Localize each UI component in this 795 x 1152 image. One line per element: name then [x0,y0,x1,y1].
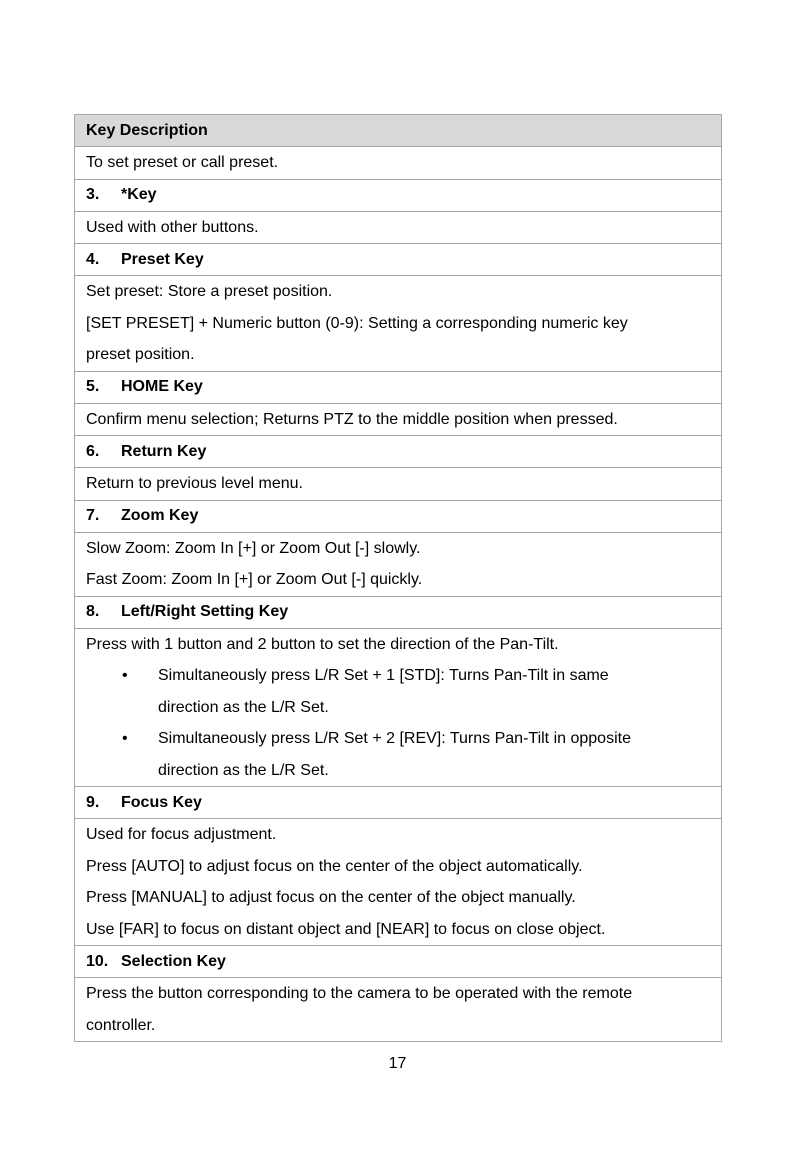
bullet-line: direction as the L/R Set. [158,698,329,716]
section-title-row [75,787,722,819]
bullet-line: • Simultaneously press L/R Set + 1 [STD]: Turns Pan-Tilt in same [158,667,609,684]
section-description [75,403,722,436]
section-description [75,628,722,787]
table-body [75,115,722,1042]
section-description-row [75,532,722,596]
section-title-row [75,596,722,628]
bullet-line: • Simultaneously press L/R Set + 2 [REV]: Turns Pan-Tilt in opposite [158,730,631,747]
description-line: Press with 1 button and 2 button to set the direction of the Pan-Tilt. [86,635,559,653]
bullet-line: direction as the L/R Set. [158,761,329,779]
intro-row [75,147,722,180]
description-line: Press [MANUAL] to adjust focus on the center of the object manually. [86,889,576,906]
section-title-text: Preset Key [121,250,204,268]
description-line: Press [AUTO] to adjust focus on the center of the object automatically. [86,857,583,875]
section-title [75,500,722,532]
section-description [75,532,722,596]
description-line: Confirm menu selection; Returns PTZ to the middle position when pressed. [86,410,618,428]
intro-text: To set preset or call preset. [86,154,279,171]
section-title [75,596,722,628]
section-title [75,787,722,819]
description-line: Press the button corresponding to the camera to be operated with the remote [86,985,633,1002]
section-title-text: Left/Right Setting Key [121,603,289,620]
section-description-row [75,628,722,787]
section-number: 5. [86,378,100,395]
description-line: Use [FAR] to focus on distant object and [NEAR] to focus on close object. [86,920,606,938]
description-line: controller. [86,1016,156,1034]
description-line: Used for focus adjustment. [86,826,277,843]
section-description [75,276,722,372]
section-description-row [75,468,722,501]
section-number: 9. [86,793,100,811]
section-title [75,371,722,403]
description-line: Set preset: Store a preset position. [86,283,333,300]
description-line: [SET PRESET] + Numeric button (0-9): Setting a corresponding numeric key [86,314,628,332]
section-title-text: Zoom Key [121,507,199,524]
section-description [75,468,722,501]
section-title-row [75,500,722,532]
section-title-text: Focus Key [121,793,202,811]
description-line: Slow Zoom: Zoom In [+] or Zoom Out [-] slowly. [86,539,421,557]
section-title-text: Selection Key [121,952,226,970]
section-description-row [75,978,722,1042]
section-title-text: HOME Key [121,378,203,395]
section-title-row [75,244,722,276]
section-number: 10. [86,952,109,970]
intro-cell [75,147,722,180]
section-description-row [75,211,722,244]
table-header: Key Description [75,115,722,147]
section-title-text: Return Key [121,442,207,460]
description-line: Return to previous level menu. [86,475,303,492]
section-number: 7. [86,507,100,524]
section-description-row [75,276,722,372]
section-description [75,978,722,1042]
section-title [75,244,722,276]
section-title [75,436,722,468]
section-title-text: *Key [121,186,157,203]
section-description [75,211,722,244]
section-title [75,946,722,978]
section-number: 8. [86,603,100,620]
section-title-row [75,371,722,403]
description-line: Used with other buttons. [86,218,259,236]
section-title-row [75,436,722,468]
section-title [75,179,722,211]
description-line: preset position. [86,346,195,363]
section-number: 4. [86,250,100,268]
bullet-list [86,660,710,786]
section-description [75,819,722,946]
section-title-row [75,179,722,211]
bullet-item [86,660,710,723]
bullet-item [86,723,710,786]
description-line: Fast Zoom: Zoom In [+] or Zoom Out [-] quickly. [86,571,423,588]
page-number: 17 [388,1055,407,1072]
section-number: 3. [86,186,100,203]
section-title-row [75,946,722,978]
key-description-table [74,114,722,1042]
table-header-row [75,115,722,147]
section-description-row [75,403,722,436]
section-number: 6. [86,442,100,460]
section-description-row [75,819,722,946]
